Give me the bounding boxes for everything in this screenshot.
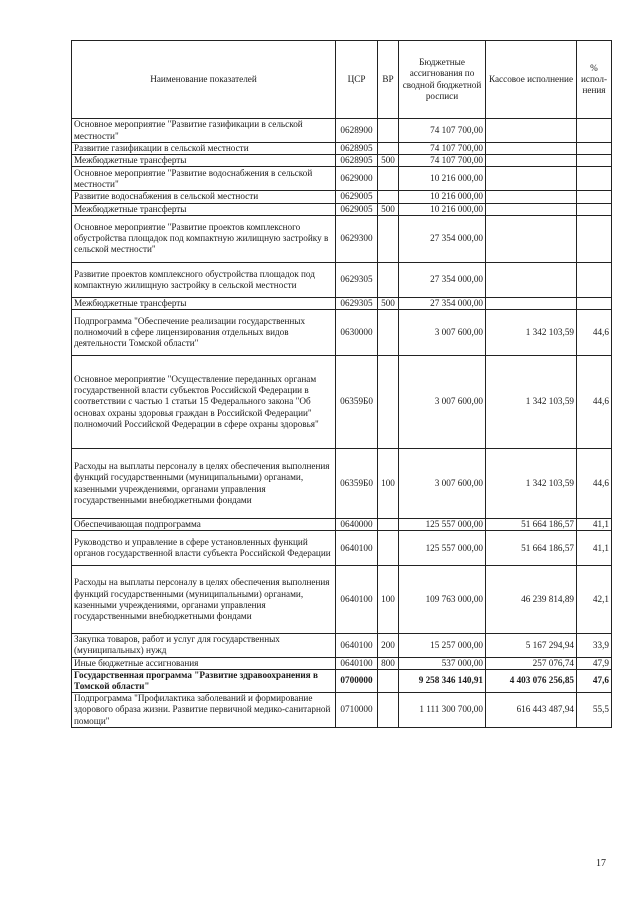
header-percent: % испол-нения <box>577 41 612 119</box>
row-allocation: 3 007 600,00 <box>399 356 486 449</box>
row-name: Основное мероприятие "Развитие водоснабжения в сельской местности" <box>72 167 336 191</box>
row-vr: 100 <box>378 566 399 634</box>
row-allocation: 3 007 600,00 <box>399 310 486 356</box>
row-vr <box>378 191 399 203</box>
row-percent: 47,6 <box>577 669 612 692</box>
row-cash-execution: 616 443 487,94 <box>486 693 577 728</box>
row-vr <box>378 669 399 692</box>
table-row <box>72 143 612 155</box>
row-allocation: 27 354 000,00 <box>399 262 486 297</box>
row-csr: 0629005 <box>336 203 378 215</box>
row-name: Расходы на выплаты персоналу в целях обеспечения выполнения функций государственными (муниципальными) органами, казенными учреждениями, органами управления государственными внебюджетными фондами <box>72 449 336 519</box>
row-allocation: 537 000,00 <box>399 657 486 669</box>
row-percent: 44,6 <box>577 310 612 356</box>
row-csr: 0630000 <box>336 310 378 356</box>
table-row <box>72 566 612 634</box>
row-csr: 0628900 <box>336 119 378 143</box>
row-csr: 0629005 <box>336 191 378 203</box>
table-row <box>72 449 612 519</box>
row-percent: 42,1 <box>577 566 612 634</box>
row-cash-execution <box>486 143 577 155</box>
table-row <box>72 634 612 657</box>
row-name: Иные бюджетные ассигнования <box>72 657 336 669</box>
table-row <box>72 669 612 692</box>
table-row <box>72 203 612 215</box>
row-percent <box>577 167 612 191</box>
row-cash-execution <box>486 262 577 297</box>
row-cash-execution <box>486 215 577 262</box>
row-percent <box>577 262 612 297</box>
row-cash-execution <box>486 155 577 167</box>
row-vr <box>378 519 399 531</box>
table-row <box>72 519 612 531</box>
header-name: Наименование показателей <box>72 41 336 119</box>
row-name: Развитие проектов комплексного обустройства площадок под компактную жилищную застройку в сельской местности <box>72 262 336 297</box>
row-allocation: 125 557 000,00 <box>399 519 486 531</box>
row-vr: 500 <box>378 203 399 215</box>
row-allocation: 3 007 600,00 <box>399 449 486 519</box>
row-allocation: 27 354 000,00 <box>399 215 486 262</box>
table-row <box>72 191 612 203</box>
row-cash-execution <box>486 191 577 203</box>
table-row <box>72 310 612 356</box>
row-name: Руководство и управление в сфере установленных функций органов государственной власти субъекта Российской Федерации <box>72 531 336 566</box>
table-row <box>72 297 612 309</box>
row-vr <box>378 262 399 297</box>
row-percent: 41,1 <box>577 531 612 566</box>
row-allocation: 9 258 346 140,91 <box>399 669 486 692</box>
budget-execution-table <box>71 40 612 728</box>
row-name: Подпрограмма "Профилактика заболеваний и формирование здорового образа жизни. Развитие первичной медико-санитарной помощи" <box>72 693 336 728</box>
row-vr <box>378 143 399 155</box>
row-csr: 0700000 <box>336 669 378 692</box>
row-csr: 0629305 <box>336 262 378 297</box>
page-number: 17 <box>596 858 606 869</box>
row-cash-execution <box>486 119 577 143</box>
row-csr: 0629300 <box>336 215 378 262</box>
row-percent <box>577 215 612 262</box>
row-vr <box>378 167 399 191</box>
row-percent <box>577 119 612 143</box>
row-percent <box>577 191 612 203</box>
row-vr <box>378 531 399 566</box>
row-cash-execution <box>486 167 577 191</box>
row-csr: 0710000 <box>336 693 378 728</box>
row-vr <box>378 693 399 728</box>
row-name: Основное мероприятие "Развитие газификации в сельской местности" <box>72 119 336 143</box>
table-row <box>72 167 612 191</box>
row-cash-execution: 51 664 186,57 <box>486 519 577 531</box>
row-name: Межбюджетные трансферты <box>72 155 336 167</box>
row-cash-execution: 1 342 103,59 <box>486 310 577 356</box>
row-name: Развитие водоснабжения в сельской местности <box>72 191 336 203</box>
header-allocations: Бюджетные ассигнования по сводной бюджетной росписи <box>399 41 486 119</box>
row-name: Подпрограмма "Обеспечение реализации государственных полномочий в сфере лицензирования отдельных видов деятельности Томской области" <box>72 310 336 356</box>
header-vr: ВР <box>378 41 399 119</box>
row-cash-execution: 257 076,74 <box>486 657 577 669</box>
row-name: Основное мероприятие "Осуществление переданных органам государственной власти субъектов Российской Федерации в соответствии с частью 1 статьи 15 Федерального закона "Об основах охраны здоровья граждан в Российской Федерации" полномочий Российской Федерации в сфере охраны здоровья" <box>72 356 336 449</box>
header-cash: Кассовое исполнение <box>486 41 577 119</box>
row-percent <box>577 203 612 215</box>
row-csr: 0628905 <box>336 143 378 155</box>
row-name: Развитие газификации в сельской местности <box>72 143 336 155</box>
row-csr: 0629000 <box>336 167 378 191</box>
row-name: Расходы на выплаты персоналу в целях обеспечения выполнения функций государственными (муниципальными) органами, казенными учреждениями, органами управления государственными внебюджетными фондами <box>72 566 336 634</box>
row-vr: 100 <box>378 449 399 519</box>
table-row <box>72 155 612 167</box>
row-csr: 0640100 <box>336 657 378 669</box>
row-csr: 0628905 <box>336 155 378 167</box>
row-percent: 44,6 <box>577 449 612 519</box>
row-percent: 47,9 <box>577 657 612 669</box>
row-vr: 200 <box>378 634 399 657</box>
table-row <box>72 215 612 262</box>
row-allocation: 125 557 000,00 <box>399 531 486 566</box>
row-percent <box>577 155 612 167</box>
row-percent: 41,1 <box>577 519 612 531</box>
row-cash-execution: 1 342 103,59 <box>486 449 577 519</box>
table-row <box>72 119 612 143</box>
row-csr: 0629305 <box>336 297 378 309</box>
table-row <box>72 356 612 449</box>
row-percent: 44,6 <box>577 356 612 449</box>
table-row <box>72 693 612 728</box>
row-name: Межбюджетные трансферты <box>72 203 336 215</box>
row-percent <box>577 143 612 155</box>
row-csr: 0640000 <box>336 519 378 531</box>
row-csr: 0640100 <box>336 531 378 566</box>
row-vr <box>378 119 399 143</box>
row-allocation: 1 111 300 700,00 <box>399 693 486 728</box>
row-name: Основное мероприятие "Развитие проектов комплексного обустройства площадок под компактную жилищную застройку в сельской местности" <box>72 215 336 262</box>
row-vr: 800 <box>378 657 399 669</box>
row-name: Закупка товаров, работ и услуг для государственных (муниципальных) нужд <box>72 634 336 657</box>
row-vr: 500 <box>378 155 399 167</box>
row-allocation: 74 107 700,00 <box>399 119 486 143</box>
row-cash-execution: 4 403 076 256,85 <box>486 669 577 692</box>
table-row <box>72 657 612 669</box>
row-csr: 0640100 <box>336 566 378 634</box>
row-cash-execution <box>486 297 577 309</box>
row-vr <box>378 215 399 262</box>
row-percent: 33,9 <box>577 634 612 657</box>
row-csr: 06359Б0 <box>336 449 378 519</box>
table-header-row <box>72 41 612 119</box>
row-allocation: 74 107 700,00 <box>399 155 486 167</box>
row-cash-execution: 5 167 294,94 <box>486 634 577 657</box>
row-cash-execution: 51 664 186,57 <box>486 531 577 566</box>
row-allocation: 74 107 700,00 <box>399 143 486 155</box>
row-percent <box>577 297 612 309</box>
row-vr <box>378 356 399 449</box>
row-cash-execution: 46 239 814,89 <box>486 566 577 634</box>
row-allocation: 10 216 000,00 <box>399 203 486 215</box>
row-allocation: 27 354 000,00 <box>399 297 486 309</box>
row-csr: 06359Б0 <box>336 356 378 449</box>
row-name: Межбюджетные трансферты <box>72 297 336 309</box>
header-csr: ЦСР <box>336 41 378 119</box>
row-allocation: 15 257 000,00 <box>399 634 486 657</box>
row-percent: 55,5 <box>577 693 612 728</box>
table-row <box>72 531 612 566</box>
row-vr <box>378 310 399 356</box>
row-cash-execution <box>486 203 577 215</box>
row-name: Государственная программа "Развитие здравоохранения в Томской области" <box>72 669 336 692</box>
row-cash-execution: 1 342 103,59 <box>486 356 577 449</box>
row-csr: 0640100 <box>336 634 378 657</box>
table-row <box>72 262 612 297</box>
row-allocation: 10 216 000,00 <box>399 167 486 191</box>
row-allocation: 10 216 000,00 <box>399 191 486 203</box>
row-vr: 500 <box>378 297 399 309</box>
row-allocation: 109 763 000,00 <box>399 566 486 634</box>
row-name: Обеспечивающая подпрограмма <box>72 519 336 531</box>
